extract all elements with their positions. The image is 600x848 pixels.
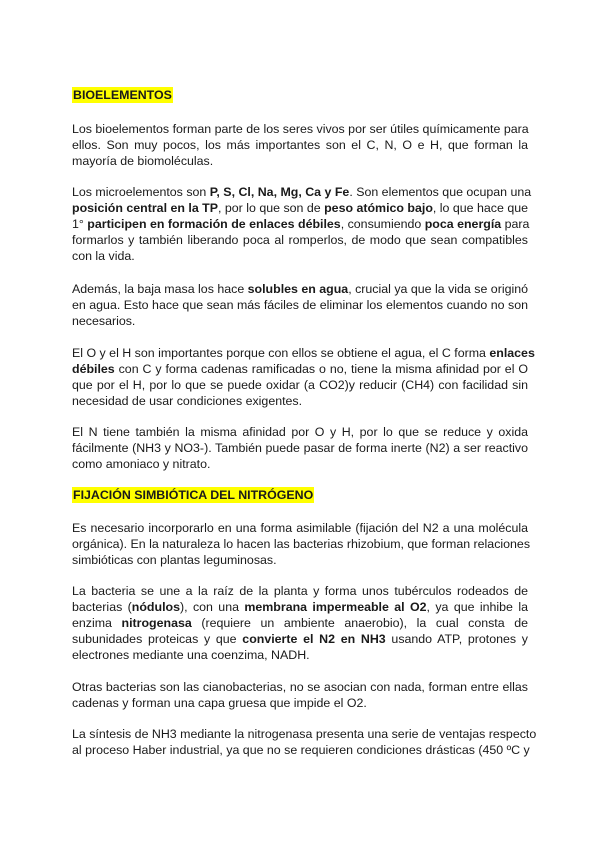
bold-term: participen en formación de enlaces débiles [87,217,341,231]
bold-term: nitrogenasa [121,616,192,630]
paragraph-8 [72,679,528,711]
bold-term: solubles en agua [247,282,349,296]
paragraph-line: que por el H, por lo que se puede oxidar (a CO2)y reducir (CH4) con facilidad sin [72,378,528,392]
bold-term: membrana impermeable al O2 [244,600,427,614]
paragraph-5 [72,424,528,472]
bold-term: P, S, Cl, Na, Mg, Ca y Fe [209,185,350,199]
paragraph-line: débiles con C y forma cadenas ramificadas o no, tiene la misma afinidad por el O [72,362,528,376]
paragraph-9 [72,726,537,758]
paragraph-line: enzima nitrogenasa (requiere un ambiente anaerobio), la cual consta de [72,616,528,630]
bold-term: nódulos [131,600,180,614]
paragraph-line: necesidad de usar condiciones exigentes. [72,394,303,408]
paragraph-line: con la vida. [72,249,135,263]
paragraph-line: en agua. Esto hace que sean más fáciles de eliminar los elementos cuando no son [72,298,528,312]
paragraph-line: Otras bacterias son las cianobacterias, no se asocian con nada, forman entre ellas [72,680,528,694]
paragraph-3 [72,281,528,329]
bold-term: peso atómico bajo [324,201,433,215]
paragraph-line: orgánica). En la naturaleza lo hacen las bacterias rhizobium, que forman relaciones [72,537,531,551]
paragraph-4 [72,345,535,409]
paragraph-line: cadenas y forman una capa gruesa que impide el O2. [72,696,367,710]
paragraph-line: formarlos y también liberando poca al romperlos, de modo que sean compatibles [72,233,528,247]
bold-term: poca energía [424,217,502,231]
paragraph-line: bacterias (nódulos), con una membrana impermeable al O2, ya que inhibe la [72,600,528,614]
paragraph-6 [72,520,531,568]
bold-term: débiles [72,362,115,376]
paragraph-line: posición central en la TP, por lo que son de peso atómico bajo, lo que hace que [72,201,528,215]
paragraph-line: simbióticas con plantas leguminosas. [72,553,277,567]
paragraph-line: El N tiene también la misma afinidad por O y H, por lo que se reduce y oxida [72,425,528,439]
paragraph-line: Los microelementos son P, S, Cl, Na, Mg, Ca y Fe. Son elementos que ocupan una [72,185,532,199]
paragraph-line: ellos. Son muy pocos, los más importantes son el C, N, O e H, que forman la [72,138,528,152]
bold-term: posición central en la TP [72,201,218,215]
paragraph-line: mayoría de biomoléculas. [72,154,214,168]
paragraph-line: Es necesario incorporarlo en una forma asimilable (fijación del N2 a una molécula [72,521,528,535]
paragraph-line: 1° participen en formación de enlaces débiles, consumiendo poca energía para [72,217,530,231]
bold-term: enlaces [489,346,535,360]
paragraph-1 [72,121,528,169]
paragraph-line: necesarios. [72,314,136,328]
heading-bioelementos: BIOELEMENTOS [73,88,172,102]
paragraph-line: La síntesis de NH3 mediante la nitrogenasa presenta una serie de ventajas respecto [72,727,537,741]
paragraph-line: El O y el H son importantes porque con ellos se obtiene el agua, el C forma enlaces [72,346,535,360]
paragraph-line: al proceso Haber industrial, ya que no se requieren condiciones drásticas (450 ºC y [72,743,530,757]
paragraph-line: La bacteria se une a la raíz de la planta y forma unos tubérculos rodeados de [72,584,528,598]
bold-term: convierte el N2 en NH3 [242,632,386,646]
paragraph-line: Los bioelementos forman parte de los seres vivos por ser útiles químicamente para [72,122,529,136]
heading-fijacion: FIJACIÓN SIMBIÓTICA DEL NITRÓGENO [73,488,314,502]
paragraph-line: como amoniaco y nitrato. [72,457,211,471]
paragraph-line: subunidades proteicas y que convierte el N2 en NH3 usando ATP, protones y [72,632,528,646]
paragraph-line: fácilmente (NH3 y NO3-). También puede pasar de forma inerte (N2) a ser reactivo [72,441,528,455]
paragraph-line: electrones mediante una coenzima, NADH. [72,648,310,662]
paragraph-2 [72,184,532,264]
paragraph-line: Además, la baja masa los hace solubles en agua, crucial ya que la vida se originó [72,282,528,296]
paragraph-7 [72,583,528,663]
